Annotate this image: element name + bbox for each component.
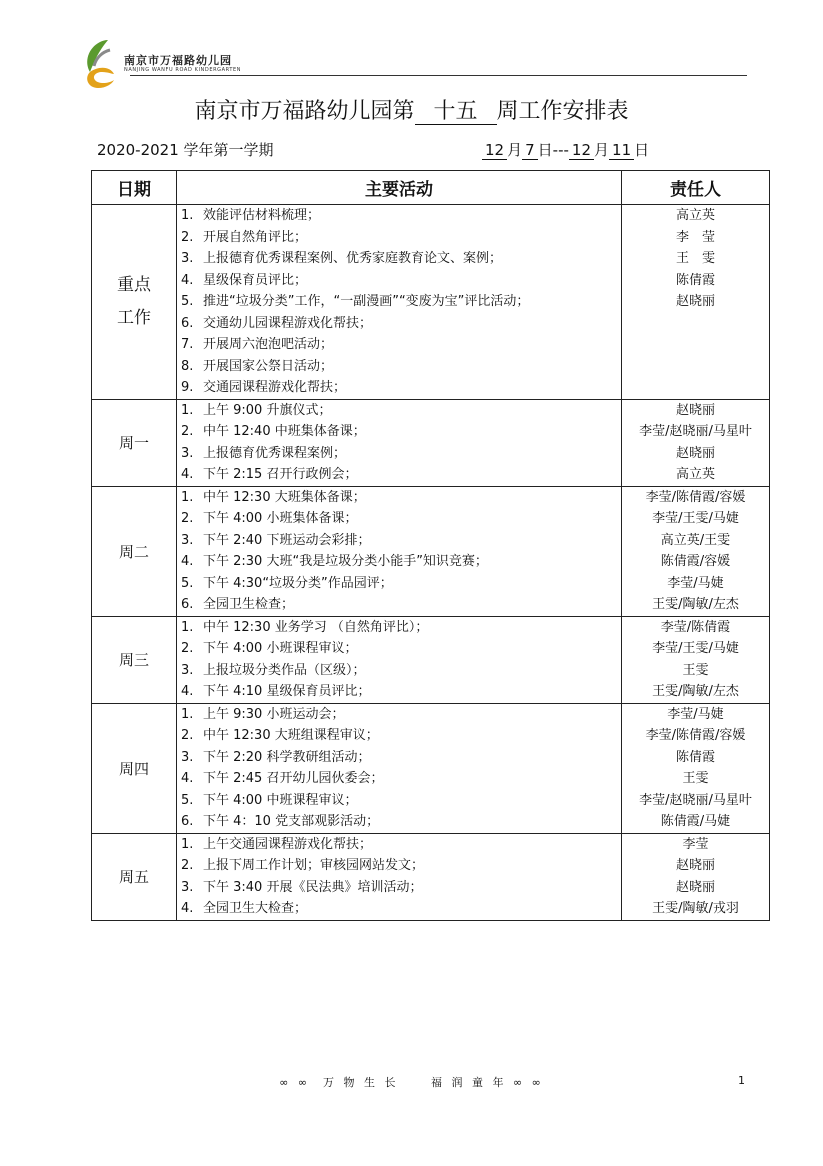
activity-number: 2. [181, 728, 194, 743]
activity-number: 4. [181, 771, 194, 786]
activity-item [177, 898, 621, 920]
activity-item [177, 205, 621, 227]
responsible-person: 赵晓丽 [675, 294, 715, 309]
date-range [482, 139, 649, 160]
responsible-person: 李莹/马婕 [667, 706, 724, 722]
activity-item [177, 421, 621, 443]
responsible-person: 高立英/王雯 [660, 532, 731, 548]
activity-item [177, 551, 621, 573]
leaf-logo-icon [80, 36, 124, 92]
activity-number: 3. [181, 532, 194, 548]
responsible-person: 王雯/陶敏/戎羽 [652, 901, 739, 916]
activity-number: 1. [181, 836, 194, 852]
responsible-person: 高立英 [675, 467, 715, 482]
activity-number: 4. [181, 467, 194, 482]
activity-number: 9. [181, 380, 194, 395]
activity-item [177, 356, 621, 378]
month-label: 月 [507, 141, 523, 159]
activity-text: 上报德育优秀课程案例； [203, 445, 347, 461]
title-week-number: 十五 [415, 100, 497, 125]
activity-item [177, 811, 621, 833]
footer-motto: ∞ ∞ 万 物 生 长 福 润 童 年 ∞ ∞ [279, 1076, 544, 1089]
table-row [92, 833, 770, 920]
responsible-person: 李莹/马婕 [667, 575, 724, 591]
table-row [92, 205, 770, 400]
activities-cell [177, 616, 622, 703]
table-row [92, 616, 770, 703]
activity-text: 下午 2:30 大班“我是垃圾分类小能手”知识竞赛； [203, 554, 488, 569]
activity-text: 上报下周工作计划；审核园网站发文； [203, 858, 425, 873]
end-month: 12 [569, 141, 594, 160]
activity-number: 8. [181, 358, 194, 374]
header-divider [130, 75, 747, 76]
responsible-person: 陈倩霞/容媛 [660, 554, 731, 569]
activity-item [177, 487, 621, 509]
schedule-table [91, 170, 770, 921]
day-label: 日 [537, 141, 553, 159]
activity-text: 交通幼儿园课程游戏化帮扶； [203, 315, 373, 331]
activity-item [177, 400, 621, 422]
activity-item [177, 573, 621, 595]
header-activities: 主要活动 [177, 171, 622, 205]
table-row [92, 486, 770, 616]
activity-number: 1. [181, 208, 194, 223]
header-responsible: 责任人 [622, 171, 770, 205]
activity-text: 上午 9:00 升旗仪式； [203, 402, 332, 418]
activity-text: 上午 9:30 小班运动会； [203, 706, 345, 722]
activity-item [177, 725, 621, 747]
activity-text: 全园卫生检查； [203, 597, 295, 612]
activity-text: 下午 4:00 小班课程审议； [203, 641, 358, 656]
date-separator: --- [552, 141, 569, 159]
responsible-person: 陈倩霞 [675, 272, 715, 288]
activity-text: 下午 4:30“垃圾分类”作品园评； [203, 575, 393, 591]
responsible-person: 高立英 [675, 208, 715, 223]
day-label: 周五 [118, 868, 149, 886]
activity-item [177, 270, 621, 292]
title-prefix: 南京市万福路幼儿园第 [194, 99, 415, 124]
day-label: 周二 [118, 542, 149, 561]
kindergarten-logo [80, 36, 255, 92]
table-row [92, 399, 770, 486]
activity-number: 4. [181, 272, 194, 288]
logo-chinese-name: 南京市万福路幼儿园 [124, 54, 232, 67]
page-title [0, 94, 823, 125]
responsible-person: 李莹/陈倩霞/容媛 [645, 489, 746, 505]
responsible-person: 陈倩霞 [675, 749, 715, 765]
activity-item [177, 291, 621, 313]
responsible-person: 王雯/陶敏/左杰 [652, 597, 739, 612]
activity-text: 上午交通园课程游戏化帮扶； [203, 836, 373, 852]
schedule-body [92, 205, 770, 921]
activity-text: 效能评估材料梳理； [203, 208, 321, 223]
activity-number: 1. [181, 489, 194, 505]
activity-item [177, 790, 621, 812]
month-label: 月 [594, 141, 610, 159]
responsible-person: 王雯/陶敏/左杰 [652, 684, 739, 699]
activity-text: 开展周六泡泡吧活动； [203, 337, 334, 352]
activity-item [177, 660, 621, 682]
activity-text: 开展国家公祭日活动； [203, 358, 334, 374]
start-month: 12 [482, 141, 507, 160]
responsible-person: 赵晓丽 [675, 879, 715, 895]
activity-number: 3. [181, 879, 194, 895]
responsible-person: 王雯 [682, 771, 709, 786]
activities-cell [177, 703, 622, 833]
responsible-cell [622, 399, 770, 486]
day-label: 周三 [118, 651, 149, 669]
responsible-person: 李莹/赵晓丽/马星叶 [639, 792, 752, 808]
activity-item [177, 334, 621, 356]
activity-number: 2. [181, 858, 194, 873]
start-day: 7 [522, 141, 538, 160]
activity-number: 4. [181, 684, 194, 699]
activity-item [177, 834, 621, 856]
end-day: 11 [609, 141, 634, 160]
activity-text: 推进“垃圾分类”工作，“一副漫画”“变废为宝”评比活动； [203, 294, 530, 309]
day-cell [92, 205, 177, 400]
activities-cell [177, 399, 622, 486]
activity-text: 下午 2:15 召开行政例会； [203, 467, 358, 482]
day-label: 日 [634, 141, 650, 159]
activity-text: 下午 2:40 下班运动会彩排； [203, 532, 371, 548]
responsible-person: 王雯 [682, 662, 709, 678]
activity-number: 2. [181, 424, 194, 439]
activities-cell [177, 486, 622, 616]
activity-number: 3. [181, 749, 194, 765]
activity-number: 2. [181, 511, 194, 526]
activity-item [177, 768, 621, 790]
activity-text: 全园卫生大检查； [203, 901, 308, 916]
activity-item [177, 594, 621, 616]
day-cell [92, 616, 177, 703]
logo-english-name: NANJING WANFU ROAD KINDERGARTEN [124, 67, 242, 73]
activity-text: 下午 4:10 星级保育员评比； [203, 684, 371, 699]
responsible-person: 李 莹 [675, 229, 715, 245]
activity-item [177, 617, 621, 639]
day-label: 重点工作 [117, 274, 151, 328]
activity-text: 中午 12:40 中班集体备课； [203, 424, 366, 439]
responsible-person: 赵晓丽 [675, 858, 715, 873]
responsible-person: 李莹 [682, 836, 709, 852]
activity-number: 4. [181, 554, 194, 569]
activity-number: 1. [181, 402, 194, 418]
activity-number: 2. [181, 229, 194, 245]
activity-number: 3. [181, 662, 194, 678]
activity-text: 上报垃圾分类作品（区级）； [203, 662, 366, 678]
responsible-person: 陈倩霞/马婕 [660, 814, 731, 829]
activities-cell [177, 833, 622, 920]
activity-item [177, 681, 621, 703]
activity-number: 1. [181, 619, 194, 635]
activities-cell [177, 205, 622, 400]
responsible-person: 李莹/赵晓丽/马星叶 [639, 424, 752, 439]
page-number: 1 [738, 1074, 745, 1087]
responsible-cell [622, 205, 770, 400]
activity-item [177, 530, 621, 552]
activity-text: 中午 12:30 大班组课程审议； [203, 728, 379, 743]
responsible-cell [622, 833, 770, 920]
responsible-cell [622, 616, 770, 703]
activity-item [177, 248, 621, 270]
activity-text: 下午 4：10 党支部观影活动； [203, 814, 380, 829]
header-day: 日期 [92, 171, 177, 205]
table-header-row [92, 171, 770, 205]
activity-item [177, 638, 621, 660]
activity-text: 下午 4:00 中班课程审议； [203, 792, 358, 808]
activity-item [177, 747, 621, 769]
activity-number: 7. [181, 337, 194, 352]
responsible-person: 李莹/陈倩霞/容媛 [645, 728, 746, 743]
responsible-person: 李莹/王雯/马婕 [652, 511, 739, 526]
responsible-person: 赵晓丽 [675, 402, 715, 418]
activity-text: 下午 4:00 小班集体备课； [203, 511, 358, 526]
day-cell [92, 399, 177, 486]
activity-number: 6. [181, 814, 194, 829]
activity-number: 6. [181, 315, 194, 331]
activity-number: 3. [181, 445, 194, 461]
activity-item [177, 704, 621, 726]
activity-text: 开展自然角评比； [203, 229, 308, 245]
table-row [92, 703, 770, 833]
activity-item [177, 443, 621, 465]
activity-text: 交通园课程游戏化帮扶； [203, 380, 347, 395]
activity-item [177, 464, 621, 486]
activity-text: 中午 12:30 业务学习 （自然角评比）； [203, 619, 429, 635]
activity-number: 2. [181, 641, 194, 656]
activity-number: 5. [181, 575, 194, 591]
responsible-person: 王 雯 [675, 251, 715, 266]
activity-number: 5. [181, 792, 194, 808]
activity-text: 下午 2:45 召开幼儿园伙委会； [203, 771, 384, 786]
day-label: 周四 [118, 759, 149, 778]
semester-label: 2020-2021 学年第一学期 [97, 141, 274, 159]
day-cell [92, 703, 177, 833]
responsible-person: 李莹/王雯/马婕 [652, 641, 739, 656]
day-cell [92, 486, 177, 616]
activity-item [177, 377, 621, 399]
activity-number: 1. [181, 706, 194, 722]
activity-text: 下午 3:40 开展《民法典》培训活动； [203, 879, 423, 895]
activity-number: 5. [181, 294, 194, 309]
responsible-cell [622, 703, 770, 833]
activity-number: 4. [181, 901, 194, 916]
activity-item [177, 855, 621, 877]
activity-number: 3. [181, 251, 194, 266]
activity-item [177, 877, 621, 899]
responsible-cell [622, 486, 770, 616]
activity-text: 上报德育优秀课程案例、优秀家庭教育论文、案例； [203, 251, 503, 266]
activity-number: 6. [181, 597, 194, 612]
activity-item [177, 508, 621, 530]
day-label: 周一 [118, 434, 149, 452]
title-suffix: 周工作安排表 [496, 99, 629, 124]
activity-item [177, 227, 621, 249]
activity-text: 中午 12:30 大班集体备课； [203, 489, 366, 505]
responsible-person: 李莹/陈倩霞 [660, 619, 731, 635]
activity-item [177, 313, 621, 335]
responsible-person: 赵晓丽 [675, 445, 715, 461]
day-cell [92, 833, 177, 920]
activity-text: 下午 2:20 科学教研组活动； [203, 749, 371, 765]
activity-text: 星级保育员评比； [203, 272, 308, 288]
